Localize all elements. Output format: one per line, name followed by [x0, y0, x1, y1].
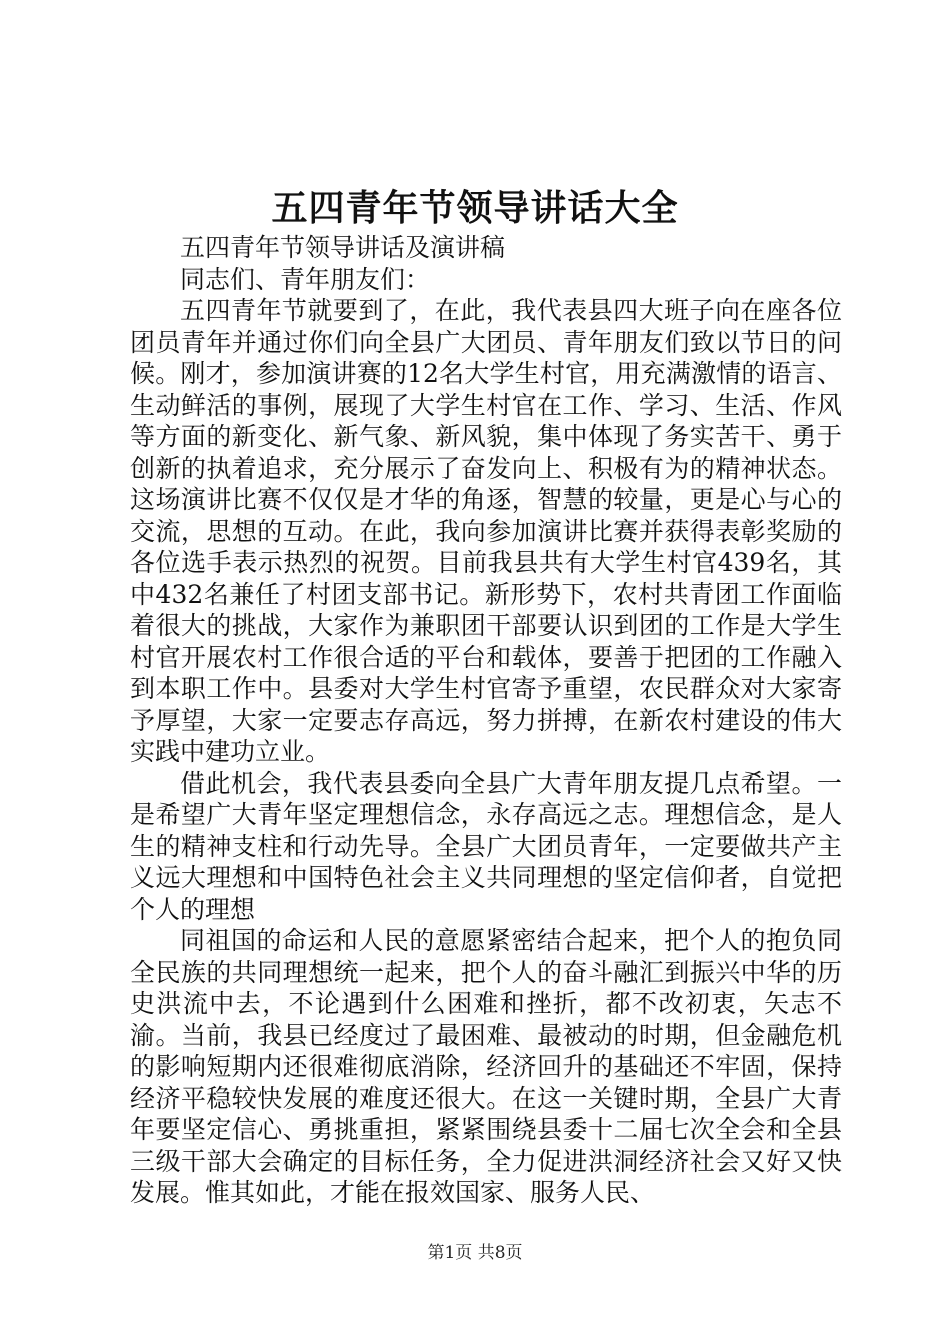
document-title: 五四青年节领导讲话大全	[271, 187, 679, 229]
paragraph-body: 同祖国的命运和人民的意愿紧密结合起来，把个人的抱负同全民族的共同理想统一起来，把个人的奋斗融汇到振兴中华的历史洪流中去，不论遇到什么困难和挫折，都不改初衷，矢志不渝。当前，我县已经度过了最困难、最被动的时期，但金融危机的影响短期内还很难彻底消除，经济回升的基础还不牢固，保持经济平稳较快发展的难度还很大。在这一关键时期，全县广大青年要坚定信心、勇挑重担，紧紧围绕县委十二届七次全会和全县三级干部大会确定的目标任务，全力促进洪洞经济社会又好又快发展。惟其如此，才能在报效国家、服务人民、	[130, 926, 842, 1207]
paragraph-body: 借此机会，我代表县委向全县广大青年朋友提几点希望。一是希望广大青年坚定理想信念，永存高远之志。理想信念，是人生的精神支柱和行动先导。全县广大团员青年，一定要做共产主义远大理想和中国特色社会主义共同理想的坚定信仰者，自觉把个人的理想	[130, 768, 842, 924]
page-number-footer: 第1页 共8页	[427, 1243, 523, 1263]
paragraph-subtitle: 五四青年节领导讲话及演讲稿	[180, 233, 506, 262]
paragraph-salutation: 同志们、青年朋友们：	[180, 264, 431, 294]
document-body	[130, 232, 842, 1209]
paragraph-body: 五四青年节就要到了，在此，我代表县四大班子向在座各位团员青年并通过你们向全县广大团员、青年朋友们致以节日的问候。刚才，参加演讲赛的12名大学生村官，用充满激情的语言、生动鲜活的事例，展现了大学生村官在工作、学习、生活、作风等方面的新变化、新气象、新风貌，集中体现了务实苦干、勇于创新的执着追求，充分展示了奋发向上、积极有为的精神状态。这场演讲比赛不仅仅是才华的角逐，智慧的较量，更是心与心的交流，思想的互动。在此，我向参加演讲比赛并获得表彰奖励的各位选手表示热烈的祝贺。目前我县共有大学生村官439名，其中432名兼任了村团支部书记。新形势下，农村共青团工作面临着很大的挑战，大家作为兼职团干部要认识到团的工作是大学生村官开展农村工作很合适的平台和载体，要善于把团的工作融入到本职工作中。县委对大学生村官寄予重望，农民群众对大家寄予厚望，大家一定要志存高远，努力拼搏，在新农村建设的伟大实践中建功立业。	[130, 296, 842, 766]
